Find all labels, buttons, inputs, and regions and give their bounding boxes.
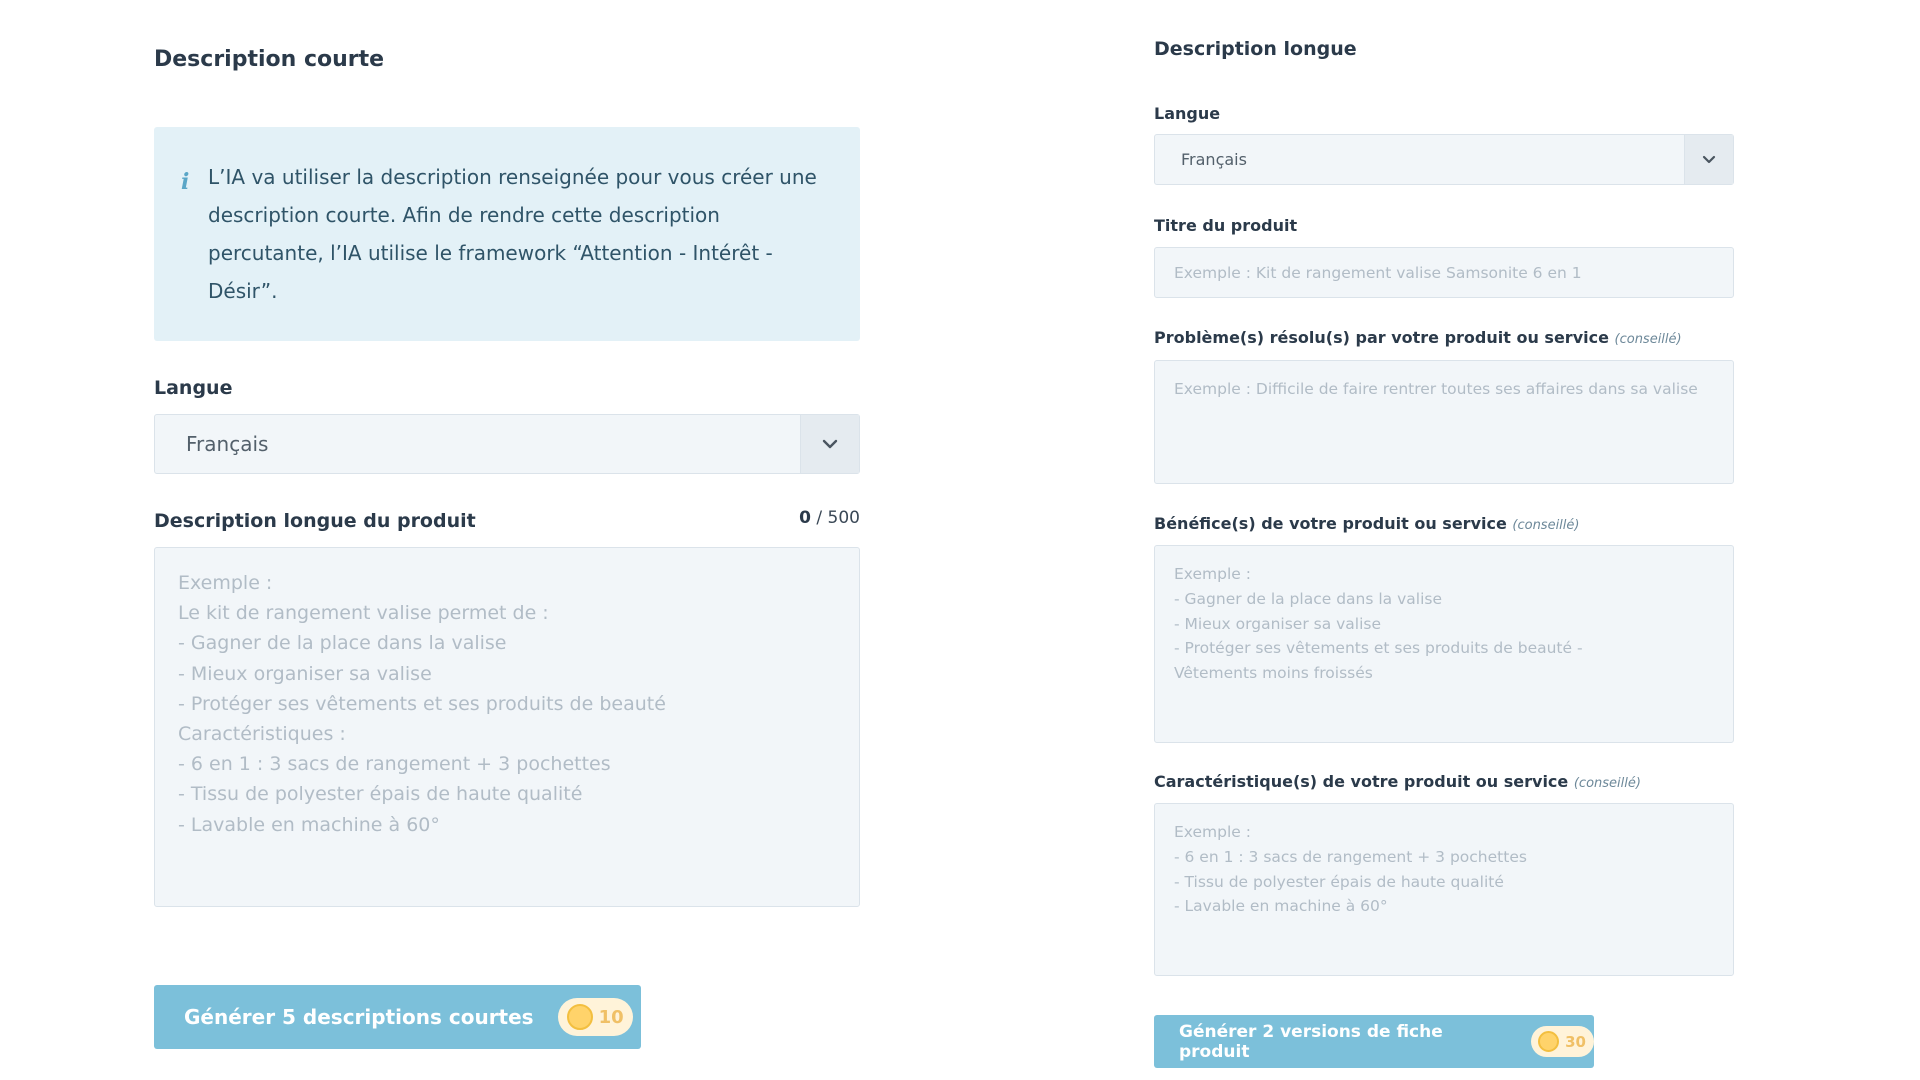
info-text: L’IA va utiliser la description renseignée pour vous créer une description courte. Afin de rendre cette description percutante, l’IA utilise le framework “Attention - Intérêt - Désir”. xyxy=(208,165,817,303)
features-label-text: Caractéristique(s) de votre produit ou service xyxy=(1154,772,1569,791)
chevron-down-icon[interactable] xyxy=(1684,135,1733,184)
short-language-value: Français xyxy=(186,432,269,456)
generate-sheet-button-label: Générer 2 versions de fiche produit xyxy=(1179,1021,1443,1062)
chevron-down-icon[interactable] xyxy=(800,415,859,473)
credit-cost-value: 30 xyxy=(1565,1032,1586,1051)
counter-current: 0 xyxy=(799,508,811,528)
generate-product-sheet-button[interactable] xyxy=(1154,1015,1594,1068)
credit-cost-value: 10 xyxy=(598,1006,624,1028)
short-language-label: Langue xyxy=(154,377,233,399)
features-hint: (conseillé) xyxy=(1573,776,1641,791)
long-product-description-input[interactable]: Exemple : Le kit de rangement valise permet de : - Gagner de la place dans la valise - Mieux organiser sa valise - Protéger ses vêtements et ses produits de beauté Caractéristiques : - 6 en 1 : 3 sacs de rangement + 3 pochettes - Tissu de polyester épais de haute qualité - Lavable en machine à 60° xyxy=(154,547,860,907)
generate-short-descriptions-button[interactable] xyxy=(154,985,641,1049)
coin-icon xyxy=(1538,1031,1559,1052)
coin-icon xyxy=(567,1004,593,1030)
credit-cost-badge xyxy=(1531,1026,1594,1057)
features-label xyxy=(1154,772,1641,791)
credit-cost-badge xyxy=(558,998,633,1036)
benefits-hint: (conseillé) xyxy=(1512,518,1580,533)
product-title-input[interactable]: Exemple : Kit de rangement valise Samsonite 6 en 1 xyxy=(1154,247,1734,298)
benefits-input[interactable]: Exemple : - Gagner de la place dans la valise - Mieux organiser sa valise - Protéger ses vêtements et ses produits de beauté - Vêtements moins froissés xyxy=(1154,545,1734,743)
long-language-value: Français xyxy=(1181,150,1247,169)
problems-hint: (conseillé) xyxy=(1614,332,1682,347)
long-description-title: Description longue xyxy=(1154,38,1357,60)
product-title-label: Titre du produit xyxy=(1154,216,1298,235)
short-language-select[interactable] xyxy=(154,414,860,474)
benefits-label xyxy=(1154,514,1579,533)
info-icon: i xyxy=(181,169,190,195)
long-language-label: Langue xyxy=(1154,104,1221,123)
features-input[interactable]: Exemple : - 6 en 1 : 3 sacs de rangement + 3 pochettes - Tissu de polyester épais de haute qualité - Lavable en machine à 60° xyxy=(1154,803,1734,976)
problems-label-text: Problème(s) résolu(s) par votre produit ou service xyxy=(1154,328,1609,347)
counter-max: / 500 xyxy=(816,508,860,528)
character-counter xyxy=(799,508,860,528)
problems-input[interactable]: Exemple : Difficile de faire rentrer toutes ses affaires dans sa valise xyxy=(1154,360,1734,484)
problems-label xyxy=(1154,328,1682,347)
benefits-label-text: Bénéfice(s) de votre produit ou service xyxy=(1154,514,1507,533)
long-product-description-label: Description longue du produit xyxy=(154,510,476,532)
info-box xyxy=(154,127,860,341)
short-description-title: Description courte xyxy=(154,47,385,72)
generate-short-button-label: Générer 5 descriptions courtes xyxy=(184,1005,534,1029)
long-language-select[interactable] xyxy=(1154,134,1734,185)
